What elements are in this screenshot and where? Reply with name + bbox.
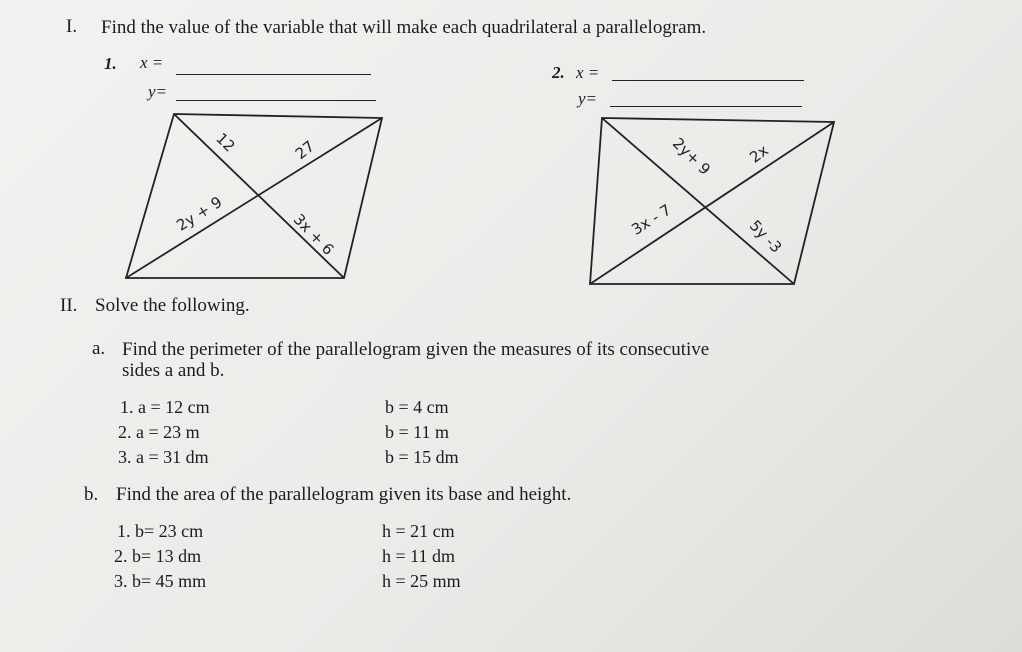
part1-numeral: I.	[66, 16, 78, 37]
part2b-instruction: Find the area of the parallelogram given its base and height.	[116, 484, 572, 505]
part2b-item2-right: h = 11 dm	[382, 546, 455, 566]
parallelogram-2-diagonal-a	[602, 118, 794, 284]
parallelogram-1-diagonal-a	[174, 114, 344, 278]
parallelogram-2-diagonal-b	[590, 122, 834, 284]
part1-instruction: Find the value of the variable that will make each quadrilateral a parallelogram.	[101, 17, 707, 38]
figure2-label-top-left: 2y+ 9	[668, 134, 715, 179]
part2b-item1-right: h = 21 cm	[382, 521, 455, 541]
part2a-item3-right: b = 15 dm	[385, 447, 459, 467]
problem1-x-label: x =	[140, 53, 164, 72]
part2b-item3-right: h = 25 mm	[382, 571, 461, 591]
part2-instruction: Solve the following.	[95, 295, 250, 316]
part2a-instruction-line2: sides a and b.	[122, 360, 225, 381]
problem2-y-label: y=	[578, 89, 598, 108]
figure1-label-top-right: 27	[291, 137, 318, 164]
parallelogram-figure-2	[590, 118, 834, 284]
part2a-item3-left: 3. a = 31 dm	[118, 447, 209, 467]
part2a-item1-right: b = 4 cm	[385, 397, 449, 417]
part2a-instruction-line1: Find the perimeter of the parallelogram given the measures of its consecutive	[122, 339, 710, 360]
part2a-item1-left: 1. a = 12 cm	[120, 397, 210, 417]
part2a-item2-left: 2. a = 23 m	[118, 422, 200, 442]
part2b-item3-left: 3. b= 45 mm	[114, 571, 207, 591]
part2b-item2-left: 2. b= 13 dm	[114, 546, 202, 566]
parallelogram-1-diagonal-b	[126, 118, 382, 278]
figure2-label-bottom-left: 3x - 7	[628, 200, 675, 239]
figure1-label-bottom-left: 2y + 9	[173, 192, 226, 235]
parallelogram-figure-1	[126, 114, 382, 278]
part2a-letter: a.	[92, 338, 106, 359]
figure1-label-top-left: 12	[212, 129, 239, 156]
part2b-letter: b.	[84, 484, 99, 505]
figure2-label-top-right: 2x	[746, 141, 772, 167]
problem2-number: 2.	[552, 63, 565, 82]
figure1-label-bottom-right: 3x + 6	[289, 210, 338, 259]
problem1-y-label: y=	[148, 82, 168, 101]
part2b-item1-left: 1. b= 23 cm	[117, 521, 204, 541]
problem1-number: 1.	[104, 54, 117, 73]
figure2-label-bottom-right: 5y -3	[745, 216, 786, 257]
part2a-item2-right: b = 11 m	[385, 422, 449, 442]
part2-numeral: II.	[60, 295, 78, 316]
problem2-x-label: x =	[576, 63, 600, 82]
